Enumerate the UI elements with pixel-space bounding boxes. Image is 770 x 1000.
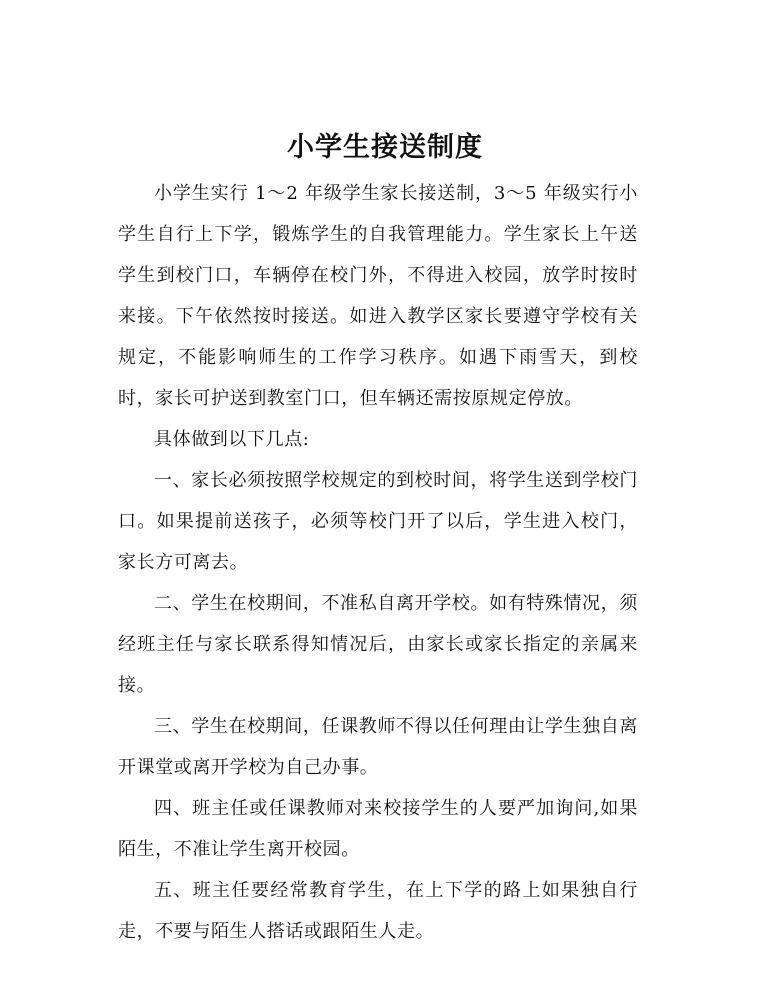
paragraph-point-2: 二、学生在校期间，不准私自离开学校。如有特殊情况，须经班主任与家长联系得知情况后，由家长或家长指定的亲属来接。 — [118, 593, 638, 696]
document-title: 小学生接送制度 — [287, 132, 483, 163]
paragraph-point-3: 三、学生在校期间，任课教师不得以任何理由让学生独自离开课堂或离开学校为自己办事。 — [118, 716, 638, 778]
paragraph-point-5: 五、班主任要经常教育学生，在上下学的路上如果独自行走，不要与陌生人搭话或跟陌生人走。 — [118, 880, 638, 942]
paragraph-points-heading: 具体做到以下几点: — [154, 429, 310, 450]
document-body — [118, 173, 638, 952]
paragraph-point-4: 四、班主任或任课教师对来校接学生的人要严加询问,如果陌生，不准让学生离开校园。 — [118, 798, 638, 860]
paragraph-point-1: 一、家长必须按照学校规定的到校时间，将学生送到学校门口。如果提前送孩子，必须等校门开了以后，学生进入校门，家长方可离去。 — [118, 470, 638, 573]
paragraph-intro: 小学生实行 1～2 年级学生家长接送制，3～5 年级实行小学生自行上下学，锻炼学生的自我管理能力。学生家长上午送学生到校门口，车辆停在校门外，不得进入校园，放学时按时来接。下午依然按时接送。如进入教学区家长要遵守学校有关规定，不能影响师生的工作学习秩序。如遇下雨雪天，到校时，家长可护送到教室门口，但车辆还需按原规定停放。 — [118, 183, 638, 409]
